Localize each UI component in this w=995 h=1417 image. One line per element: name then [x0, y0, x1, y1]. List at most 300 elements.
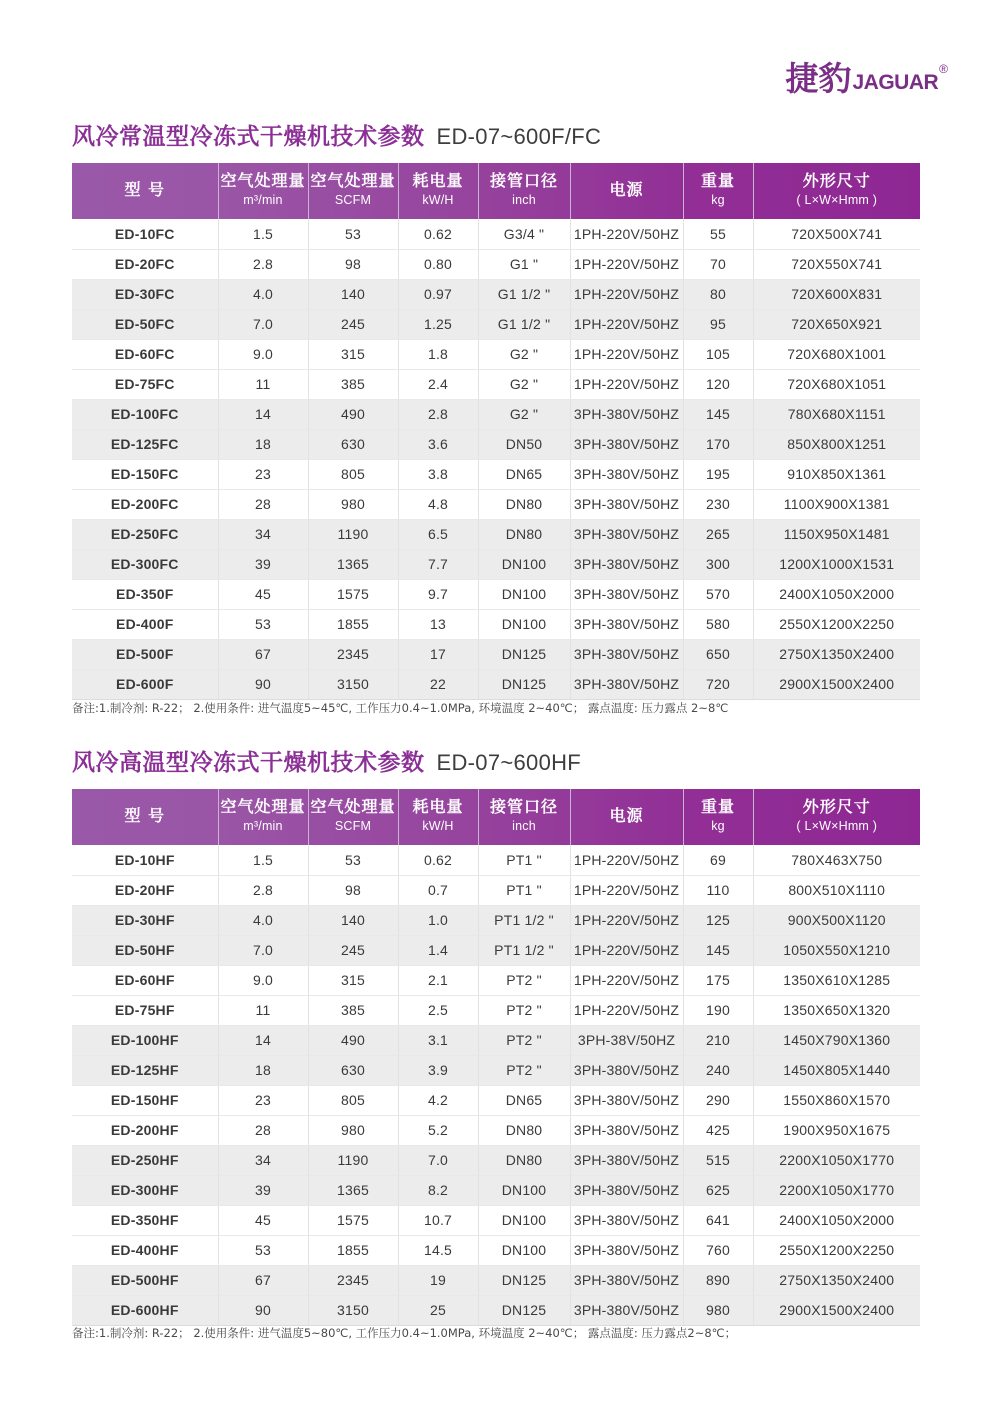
table-row: [72, 875, 920, 905]
cell-value: 8.2: [398, 1175, 478, 1205]
cell-value: 1PH-220V/50HZ: [570, 369, 683, 399]
column-header-2: [308, 789, 398, 845]
cell-value: 53: [308, 219, 398, 249]
table-2-body: [72, 845, 920, 1325]
cell-model: ED-30FC: [72, 279, 218, 309]
cell-value: 805: [308, 1085, 398, 1115]
table-row: [72, 905, 920, 935]
cell-model: ED-200HF: [72, 1115, 218, 1145]
table-row: [72, 1115, 920, 1145]
cell-model: ED-60FC: [72, 339, 218, 369]
cell-value: 145: [683, 399, 753, 429]
cell-model: ED-30HF: [72, 905, 218, 935]
cell-value: 1.8: [398, 339, 478, 369]
cell-value: 3.6: [398, 429, 478, 459]
cell-value: DN125: [478, 1295, 570, 1325]
table-row: [72, 369, 920, 399]
cell-value: 980: [308, 489, 398, 519]
table-row: [72, 965, 920, 995]
cell-value: 34: [218, 1145, 308, 1175]
cell-value: 315: [308, 339, 398, 369]
cell-value: 780X680X1151: [753, 399, 920, 429]
cell-value: 720X500X741: [753, 219, 920, 249]
cell-model: ED-200FC: [72, 489, 218, 519]
cell-value: 18: [218, 1055, 308, 1085]
cell-value: 13: [398, 609, 478, 639]
cell-model: ED-100HF: [72, 1025, 218, 1055]
cell-value: 650: [683, 639, 753, 669]
cell-value: 980: [308, 1115, 398, 1145]
cell-value: 2.8: [218, 875, 308, 905]
brand-name-en: jaguar: [852, 63, 939, 96]
cell-value: 2.4: [398, 369, 478, 399]
cell-value: 80: [683, 279, 753, 309]
cell-value: 28: [218, 489, 308, 519]
cell-value: PT2 ": [478, 965, 570, 995]
cell-value: PT1 1/2 ": [478, 935, 570, 965]
cell-model: ED-350HF: [72, 1205, 218, 1235]
cell-value: DN80: [478, 1115, 570, 1145]
cell-value: 1365: [308, 1175, 398, 1205]
cell-value: 53: [218, 609, 308, 639]
cell-value: 1PH-220V/50HZ: [570, 309, 683, 339]
column-header-4: [478, 163, 570, 219]
column-header-unit: kW/H: [422, 818, 454, 833]
cell-value: 3PH-380V/50HZ: [570, 399, 683, 429]
cell-value: PT1 ": [478, 845, 570, 875]
cell-value: 980: [683, 1295, 753, 1325]
cell-value: 23: [218, 459, 308, 489]
column-header-unit: kW/H: [422, 192, 454, 207]
cell-value: 641: [683, 1205, 753, 1235]
column-header-3: [398, 789, 478, 845]
cell-value: 900X500X1120: [753, 905, 920, 935]
cell-value: 19: [398, 1265, 478, 1295]
cell-value: 105: [683, 339, 753, 369]
cell-value: 1.4: [398, 935, 478, 965]
table-row: [72, 249, 920, 279]
cell-value: PT1 ": [478, 875, 570, 905]
cell-value: 3PH-380V/50HZ: [570, 1085, 683, 1115]
cell-value: 2400X1050X2000: [753, 1205, 920, 1235]
cell-model: ED-10FC: [72, 219, 218, 249]
cell-value: 3PH-380V/50HZ: [570, 1115, 683, 1145]
cell-value: 720X680X1001: [753, 339, 920, 369]
cell-value: 315: [308, 965, 398, 995]
cell-value: 3PH-380V/50HZ: [570, 1205, 683, 1235]
table-row: [72, 219, 920, 249]
cell-value: 720X550X741: [753, 249, 920, 279]
cell-value: DN100: [478, 1205, 570, 1235]
spec-table-high-temp: [72, 789, 920, 1326]
column-header-label: 型 号: [124, 180, 166, 200]
cell-value: 9.7: [398, 579, 478, 609]
cell-value: DN80: [478, 489, 570, 519]
cell-value: DN100: [478, 579, 570, 609]
cell-value: 210: [683, 1025, 753, 1055]
cell-value: 1PH-220V/50HZ: [570, 965, 683, 995]
cell-value: 25: [398, 1295, 478, 1325]
cell-value: 3PH-380V/50HZ: [570, 579, 683, 609]
cell-value: DN100: [478, 1175, 570, 1205]
cell-value: G1 1/2 ": [478, 309, 570, 339]
cell-value: 1100X900X1381: [753, 489, 920, 519]
cell-value: 1.25: [398, 309, 478, 339]
cell-value: PT2 ": [478, 995, 570, 1025]
cell-value: 1PH-220V/50HZ: [570, 875, 683, 905]
cell-value: 0.97: [398, 279, 478, 309]
cell-value: DN65: [478, 459, 570, 489]
cell-value: PT2 ": [478, 1055, 570, 1085]
registered-trademark-icon: ®: [939, 62, 948, 76]
cell-value: 720X600X831: [753, 279, 920, 309]
cell-value: 425: [683, 1115, 753, 1145]
cell-value: 0.62: [398, 845, 478, 875]
table-row: [72, 1205, 920, 1235]
cell-value: DN100: [478, 1235, 570, 1265]
column-header-7: [753, 789, 920, 845]
table-row: [72, 1085, 920, 1115]
cell-value: 0.62: [398, 219, 478, 249]
section-1-title: [72, 118, 920, 151]
cell-value: 140: [308, 279, 398, 309]
cell-value: 120: [683, 369, 753, 399]
cell-model: ED-400HF: [72, 1235, 218, 1265]
cell-model: ED-50HF: [72, 935, 218, 965]
cell-value: 625: [683, 1175, 753, 1205]
cell-value: 1PH-220V/50HZ: [570, 905, 683, 935]
cell-value: 1.5: [218, 845, 308, 875]
cell-value: DN125: [478, 669, 570, 699]
cell-value: 7.0: [398, 1145, 478, 1175]
cell-value: 195: [683, 459, 753, 489]
cell-value: 3.9: [398, 1055, 478, 1085]
cell-value: 385: [308, 995, 398, 1025]
cell-value: 3PH-380V/50HZ: [570, 1055, 683, 1085]
column-header-label: 重量: [700, 797, 735, 817]
cell-value: 385: [308, 369, 398, 399]
cell-model: ED-75HF: [72, 995, 218, 1025]
cell-value: 1350X650X1320: [753, 995, 920, 1025]
cell-value: 170: [683, 429, 753, 459]
column-header-label: 空气处理量: [310, 797, 396, 817]
cell-value: 14: [218, 1025, 308, 1055]
cell-value: 2550X1200X2250: [753, 1235, 920, 1265]
table-row: [72, 459, 920, 489]
cell-value: 1855: [308, 609, 398, 639]
cell-value: 2.8: [218, 249, 308, 279]
table-row: [72, 339, 920, 369]
section-ambient-type: [72, 118, 920, 700]
cell-value: 1450X805X1440: [753, 1055, 920, 1085]
cell-model: ED-150FC: [72, 459, 218, 489]
cell-value: PT2 ": [478, 1025, 570, 1055]
cell-value: 23: [218, 1085, 308, 1115]
cell-value: 10.7: [398, 1205, 478, 1235]
cell-value: 53: [218, 1235, 308, 1265]
section-1-title-model: ED-07~600F/FC: [436, 124, 602, 149]
cell-value: 2200X1050X1770: [753, 1175, 920, 1205]
cell-value: 7.7: [398, 549, 478, 579]
cell-value: 39: [218, 1175, 308, 1205]
column-header-0: [72, 163, 218, 219]
cell-value: G2 ": [478, 369, 570, 399]
cell-value: 3PH-380V/50HZ: [570, 519, 683, 549]
cell-value: 55: [683, 219, 753, 249]
column-header-label: 外形尺寸: [802, 797, 871, 817]
cell-value: 300: [683, 549, 753, 579]
cell-value: 1150X950X1481: [753, 519, 920, 549]
cell-value: 0.7: [398, 875, 478, 905]
table-1-header-row: [72, 163, 920, 219]
footnote-ambient: 备注:1.制冷剂: R-22； 2.使用条件: 进气温度5~45℃, 工作压力0.4~1.0MPa, 环境温度 2~40℃； 露点温度: 压力露点 2~8℃: [72, 701, 729, 715]
cell-value: 2345: [308, 1265, 398, 1295]
column-header-label: 型 号: [124, 806, 166, 826]
cell-value: 1900X950X1675: [753, 1115, 920, 1145]
cell-value: 1PH-220V/50HZ: [570, 279, 683, 309]
cell-value: 90: [218, 1295, 308, 1325]
table-2-header-row: [72, 789, 920, 845]
cell-value: 3PH-38V/50HZ: [570, 1025, 683, 1055]
cell-value: 890: [683, 1265, 753, 1295]
cell-value: 4.2: [398, 1085, 478, 1115]
cell-model: ED-150HF: [72, 1085, 218, 1115]
column-header-unit: ( L×W×Hmm ): [796, 192, 878, 207]
cell-value: 3150: [308, 1295, 398, 1325]
cell-value: 3PH-380V/50HZ: [570, 1145, 683, 1175]
table-row: [72, 1175, 920, 1205]
cell-value: 3.8: [398, 459, 478, 489]
section-2-title-cn: 风冷高温型冷冻式干燥机技术参数: [72, 750, 425, 776]
cell-value: 720X650X921: [753, 309, 920, 339]
cell-value: DN100: [478, 549, 570, 579]
cell-value: 1190: [308, 1145, 398, 1175]
table-row: [72, 1295, 920, 1325]
column-header-4: [478, 789, 570, 845]
table-row: [72, 639, 920, 669]
section-high-temp-type: [72, 744, 920, 1326]
cell-value: 53: [308, 845, 398, 875]
cell-value: 140: [308, 905, 398, 935]
cell-value: 190: [683, 995, 753, 1025]
cell-value: 1855: [308, 1235, 398, 1265]
cell-value: G2 ": [478, 399, 570, 429]
cell-value: 265: [683, 519, 753, 549]
cell-value: 850X800X1251: [753, 429, 920, 459]
cell-value: 39: [218, 549, 308, 579]
column-header-3: [398, 163, 478, 219]
cell-model: ED-10HF: [72, 845, 218, 875]
cell-value: 67: [218, 1265, 308, 1295]
column-header-label: 重量: [700, 171, 735, 191]
cell-value: 1PH-220V/50HZ: [570, 249, 683, 279]
cell-value: 95: [683, 309, 753, 339]
column-header-label: 空气处理量: [310, 171, 396, 191]
cell-value: 2.5: [398, 995, 478, 1025]
column-header-label: 空气处理量: [220, 171, 306, 191]
jaguar-logo: [785, 59, 948, 98]
table-1-body: [72, 219, 920, 699]
cell-value: G1 ": [478, 249, 570, 279]
cell-value: 1.0: [398, 905, 478, 935]
column-header-unit: kg: [711, 192, 725, 207]
cell-value: 3PH-380V/50HZ: [570, 489, 683, 519]
cell-value: 1050X550X1210: [753, 935, 920, 965]
footnote-high-temp: 备注:1.制冷剂: R-22； 2.使用条件: 进气温度5~80℃, 工作压力0.4~1.0MPa, 环境温度 2~40℃； 露点温度: 压力露点2~8℃；: [72, 1326, 737, 1340]
cell-value: 110: [683, 875, 753, 905]
cell-value: DN65: [478, 1085, 570, 1115]
column-header-unit: m³/min: [243, 818, 283, 833]
column-header-5: [570, 789, 683, 845]
cell-value: 2400X1050X2000: [753, 579, 920, 609]
cell-value: 6.5: [398, 519, 478, 549]
column-header-0: [72, 789, 218, 845]
column-header-1: [218, 789, 308, 845]
column-header-label: 接管口径: [489, 171, 558, 191]
column-header-5: [570, 163, 683, 219]
cell-value: 580: [683, 609, 753, 639]
table-row: [72, 1235, 920, 1265]
cell-value: 2750X1350X2400: [753, 1265, 920, 1295]
cell-value: 5.2: [398, 1115, 478, 1145]
column-header-unit: m³/min: [243, 192, 283, 207]
cell-model: ED-300FC: [72, 549, 218, 579]
column-header-label: 空气处理量: [220, 797, 306, 817]
cell-model: ED-500F: [72, 639, 218, 669]
cell-value: 630: [308, 429, 398, 459]
spec-table-ambient: [72, 163, 920, 700]
cell-value: 3PH-380V/50HZ: [570, 639, 683, 669]
cell-value: 720: [683, 669, 753, 699]
cell-value: 230: [683, 489, 753, 519]
cell-value: 14.5: [398, 1235, 478, 1265]
cell-value: 3PH-380V/50HZ: [570, 669, 683, 699]
cell-value: 290: [683, 1085, 753, 1115]
column-header-1: [218, 163, 308, 219]
cell-value: 2550X1200X2250: [753, 609, 920, 639]
cell-value: 3PH-380V/50HZ: [570, 429, 683, 459]
cell-model: ED-400F: [72, 609, 218, 639]
cell-value: 4.0: [218, 279, 308, 309]
column-header-6: [683, 163, 753, 219]
table-row: [72, 1265, 920, 1295]
cell-value: 0.80: [398, 249, 478, 279]
column-header-label: 电源: [609, 180, 644, 200]
cell-value: 3.1: [398, 1025, 478, 1055]
cell-value: 2750X1350X2400: [753, 639, 920, 669]
column-header-label: 耗电量: [412, 797, 464, 817]
cell-value: PT1 1/2 ": [478, 905, 570, 935]
cell-model: ED-125FC: [72, 429, 218, 459]
cell-value: 3PH-380V/50HZ: [570, 459, 683, 489]
column-header-6: [683, 789, 753, 845]
cell-value: 18: [218, 429, 308, 459]
cell-value: 630: [308, 1055, 398, 1085]
cell-value: 490: [308, 399, 398, 429]
table-row: [72, 995, 920, 1025]
cell-model: ED-75FC: [72, 369, 218, 399]
cell-value: 805: [308, 459, 398, 489]
cell-value: 45: [218, 579, 308, 609]
table-row: [72, 429, 920, 459]
cell-value: 9.0: [218, 965, 308, 995]
cell-value: 570: [683, 579, 753, 609]
cell-value: G3/4 ": [478, 219, 570, 249]
cell-model: ED-250FC: [72, 519, 218, 549]
table-row: [72, 519, 920, 549]
cell-value: 1575: [308, 579, 398, 609]
cell-value: DN125: [478, 1265, 570, 1295]
cell-value: 22: [398, 669, 478, 699]
cell-value: DN100: [478, 609, 570, 639]
table-row: [72, 309, 920, 339]
cell-value: 17: [398, 639, 478, 669]
cell-value: 1575: [308, 1205, 398, 1235]
cell-value: 490: [308, 1025, 398, 1055]
cell-value: 2.8: [398, 399, 478, 429]
cell-value: 1550X860X1570: [753, 1085, 920, 1115]
table-row: [72, 1025, 920, 1055]
cell-value: 760: [683, 1235, 753, 1265]
cell-value: 175: [683, 965, 753, 995]
table-row: [72, 549, 920, 579]
table-1-header: [72, 163, 920, 219]
cell-value: 2900X1500X2400: [753, 669, 920, 699]
column-header-label: 外形尺寸: [802, 171, 871, 191]
table-row: [72, 399, 920, 429]
table-row: [72, 1055, 920, 1085]
cell-value: 2345: [308, 639, 398, 669]
cell-value: 4.8: [398, 489, 478, 519]
cell-value: DN50: [478, 429, 570, 459]
cell-value: 515: [683, 1145, 753, 1175]
cell-value: 28: [218, 1115, 308, 1145]
brand-name-cn: 捷豹: [785, 59, 852, 98]
cell-value: DN80: [478, 1145, 570, 1175]
table-row: [72, 845, 920, 875]
cell-value: 1PH-220V/50HZ: [570, 845, 683, 875]
cell-value: 4.0: [218, 905, 308, 935]
cell-model: ED-600HF: [72, 1295, 218, 1325]
cell-value: 1PH-220V/50HZ: [570, 219, 683, 249]
cell-value: 98: [308, 875, 398, 905]
column-header-label: 电源: [609, 806, 644, 826]
cell-value: 34: [218, 519, 308, 549]
column-header-label: 接管口径: [489, 797, 558, 817]
table-row: [72, 489, 920, 519]
cell-model: ED-300HF: [72, 1175, 218, 1205]
cell-value: 2200X1050X1770: [753, 1145, 920, 1175]
cell-value: 3PH-380V/50HZ: [570, 1235, 683, 1265]
table-row: [72, 1145, 920, 1175]
cell-value: 245: [308, 309, 398, 339]
cell-value: 1450X790X1360: [753, 1025, 920, 1055]
cell-value: 98: [308, 249, 398, 279]
cell-value: 3PH-380V/50HZ: [570, 1295, 683, 1325]
cell-value: 90: [218, 669, 308, 699]
cell-value: G2 ": [478, 339, 570, 369]
cell-value: 11: [218, 995, 308, 1025]
cell-value: DN125: [478, 639, 570, 669]
cell-value: 2900X1500X2400: [753, 1295, 920, 1325]
column-header-unit: SCFM: [334, 192, 372, 207]
cell-value: 1PH-220V/50HZ: [570, 995, 683, 1025]
cell-value: 1PH-220V/50HZ: [570, 339, 683, 369]
column-header-2: [308, 163, 398, 219]
column-header-unit: ( L×W×Hmm ): [796, 818, 878, 833]
cell-value: 67: [218, 639, 308, 669]
cell-value: 1350X610X1285: [753, 965, 920, 995]
